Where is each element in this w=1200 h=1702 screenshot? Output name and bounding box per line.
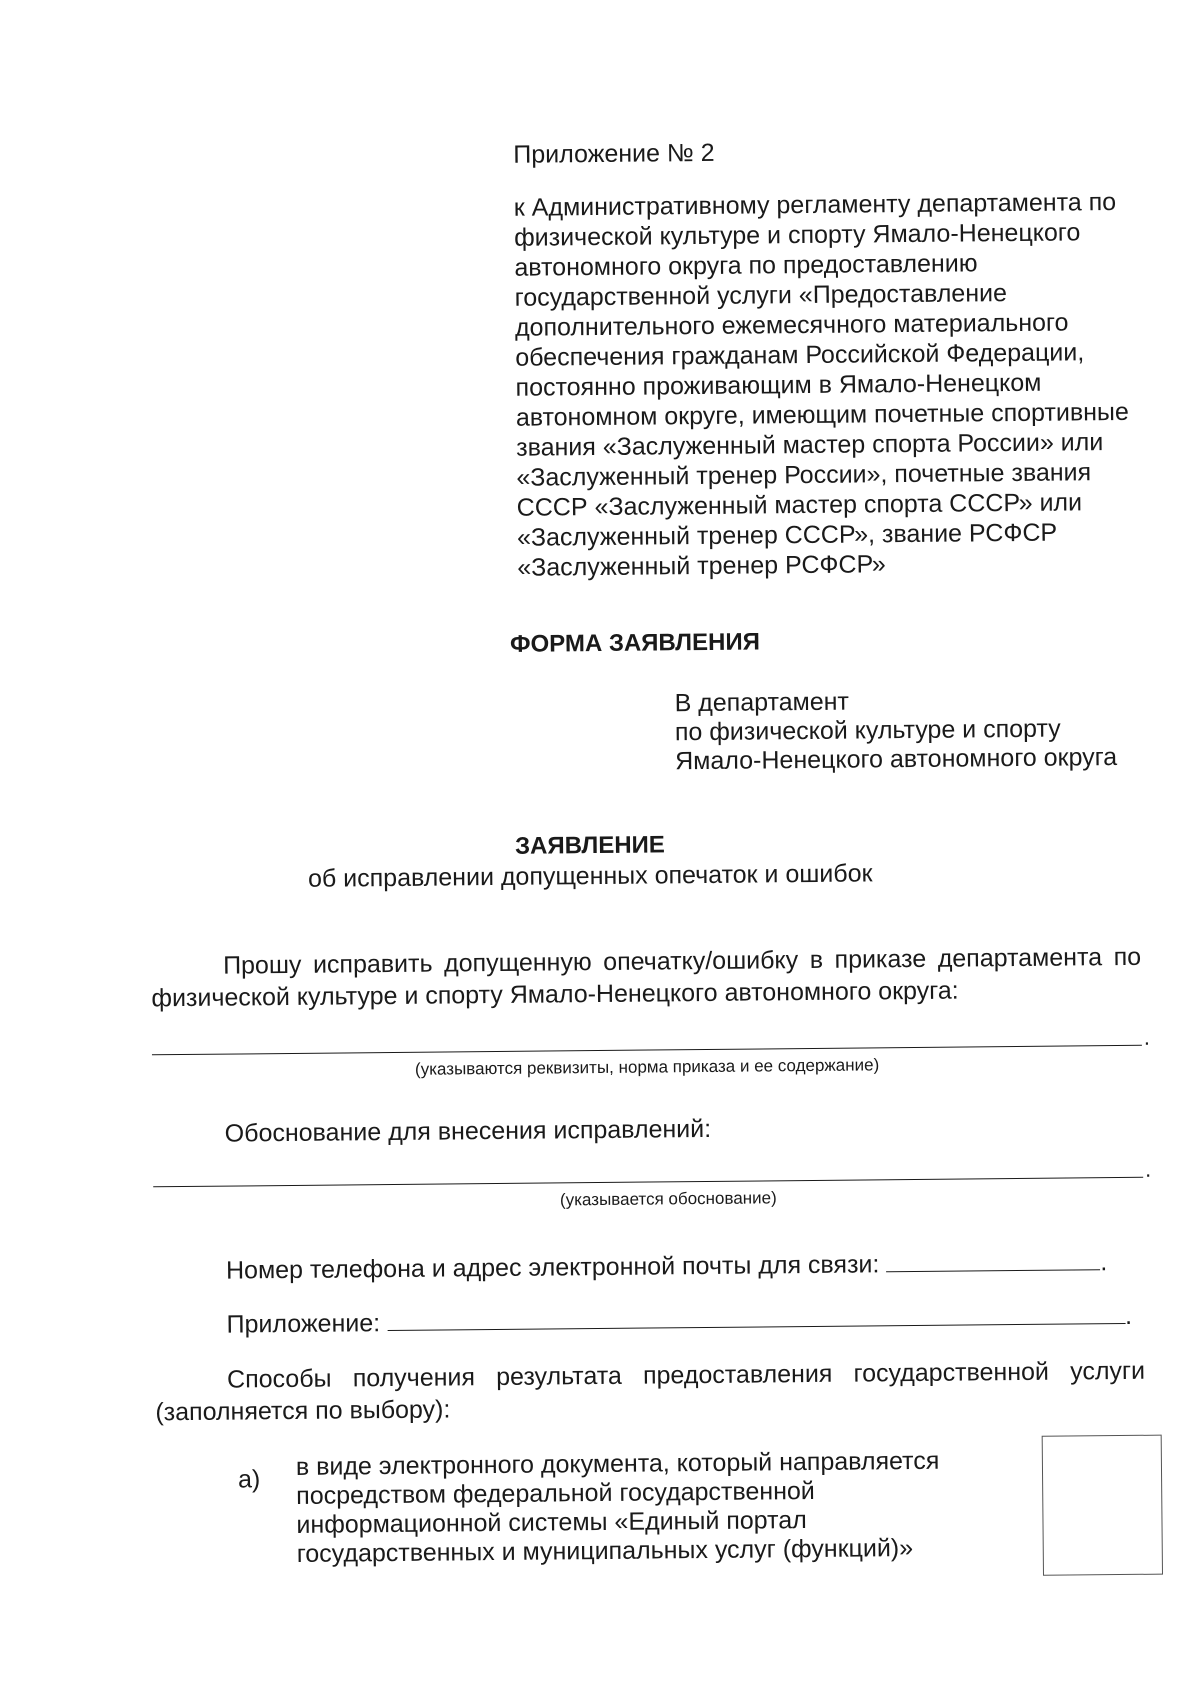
justification-caption: (указывается обоснование) bbox=[559, 1188, 777, 1210]
attachment-row bbox=[154, 1301, 1144, 1341]
document-subtitle: об исправлении допущенных опечаток и ошибок bbox=[307, 859, 873, 893]
request-paragraph: Прошу исправить допущенную опечатку/ошибку в приказе департамента по физической культуре и спорту Ямало-Ненецкого автономного округа: bbox=[151, 942, 1142, 1013]
correction-details-caption: (указываются реквизиты, норма приказа и ее содержание) bbox=[414, 1055, 880, 1079]
result-methods-paragraph: Способы получения результата предоставления государственной услуги (заполняется по выбору): bbox=[155, 1356, 1146, 1427]
document-title: ЗАЯВЛЕНИЕ bbox=[514, 831, 665, 860]
attachment-period: . bbox=[1124, 1301, 1133, 1330]
addressee-block bbox=[674, 685, 1117, 776]
attachment-label: Приложение: bbox=[226, 1309, 381, 1339]
addressee-line-1: В департамент bbox=[674, 687, 850, 718]
option-a-checkbox[interactable] bbox=[1042, 1435, 1163, 1576]
option-a-letter: а) bbox=[237, 1465, 261, 1494]
option-a-text: в виде электронного документа, который направляется посредством федеральной государственной информационной системы «Единый портал государственных и муниципальных услуг (функций)» bbox=[295, 1446, 940, 1568]
appendix-title: Приложение № 2 bbox=[513, 138, 715, 169]
contact-row bbox=[154, 1247, 1144, 1287]
correction-details-period: . bbox=[1143, 1024, 1151, 1050]
contact-period: . bbox=[1100, 1248, 1108, 1277]
contact-label: Номер телефона и адрес электронной почты для связи: bbox=[225, 1250, 880, 1285]
contact-field[interactable] bbox=[886, 1247, 1100, 1272]
justification-label: Обоснование для внесения исправлений: bbox=[224, 1114, 712, 1148]
justification-period: . bbox=[1144, 1156, 1152, 1182]
attachment-field[interactable] bbox=[387, 1301, 1125, 1331]
form-title: ФОРМА ЗАЯВЛЕНИЯ bbox=[509, 628, 761, 658]
appendix-description: к Административному регламенту департамента по физической культуре и спорту Ямало-Ненецкого автономного округа по предоставлению государственной услуги «Предоставление дополнительного ежемесячного материального обеспечения гражданам Российской Федерации, постоянно проживающим в Ямало-Ненецком автономном округе, имеющим почетные спортивные звания «Заслуженный мастер спорта России» или «Заслуженный тренер России», почетные звания СССР «Заслуженный мастер спорта СССР» или «Заслуженный тренер СССР», звание РСФСР «Заслуженный тренер РСФСР» bbox=[513, 188, 1129, 582]
addressee-line-2: по физической культуре и спорту bbox=[674, 714, 1061, 747]
addressee-line-3: Ямало-Ненецкого автономного округа bbox=[675, 743, 1118, 776]
